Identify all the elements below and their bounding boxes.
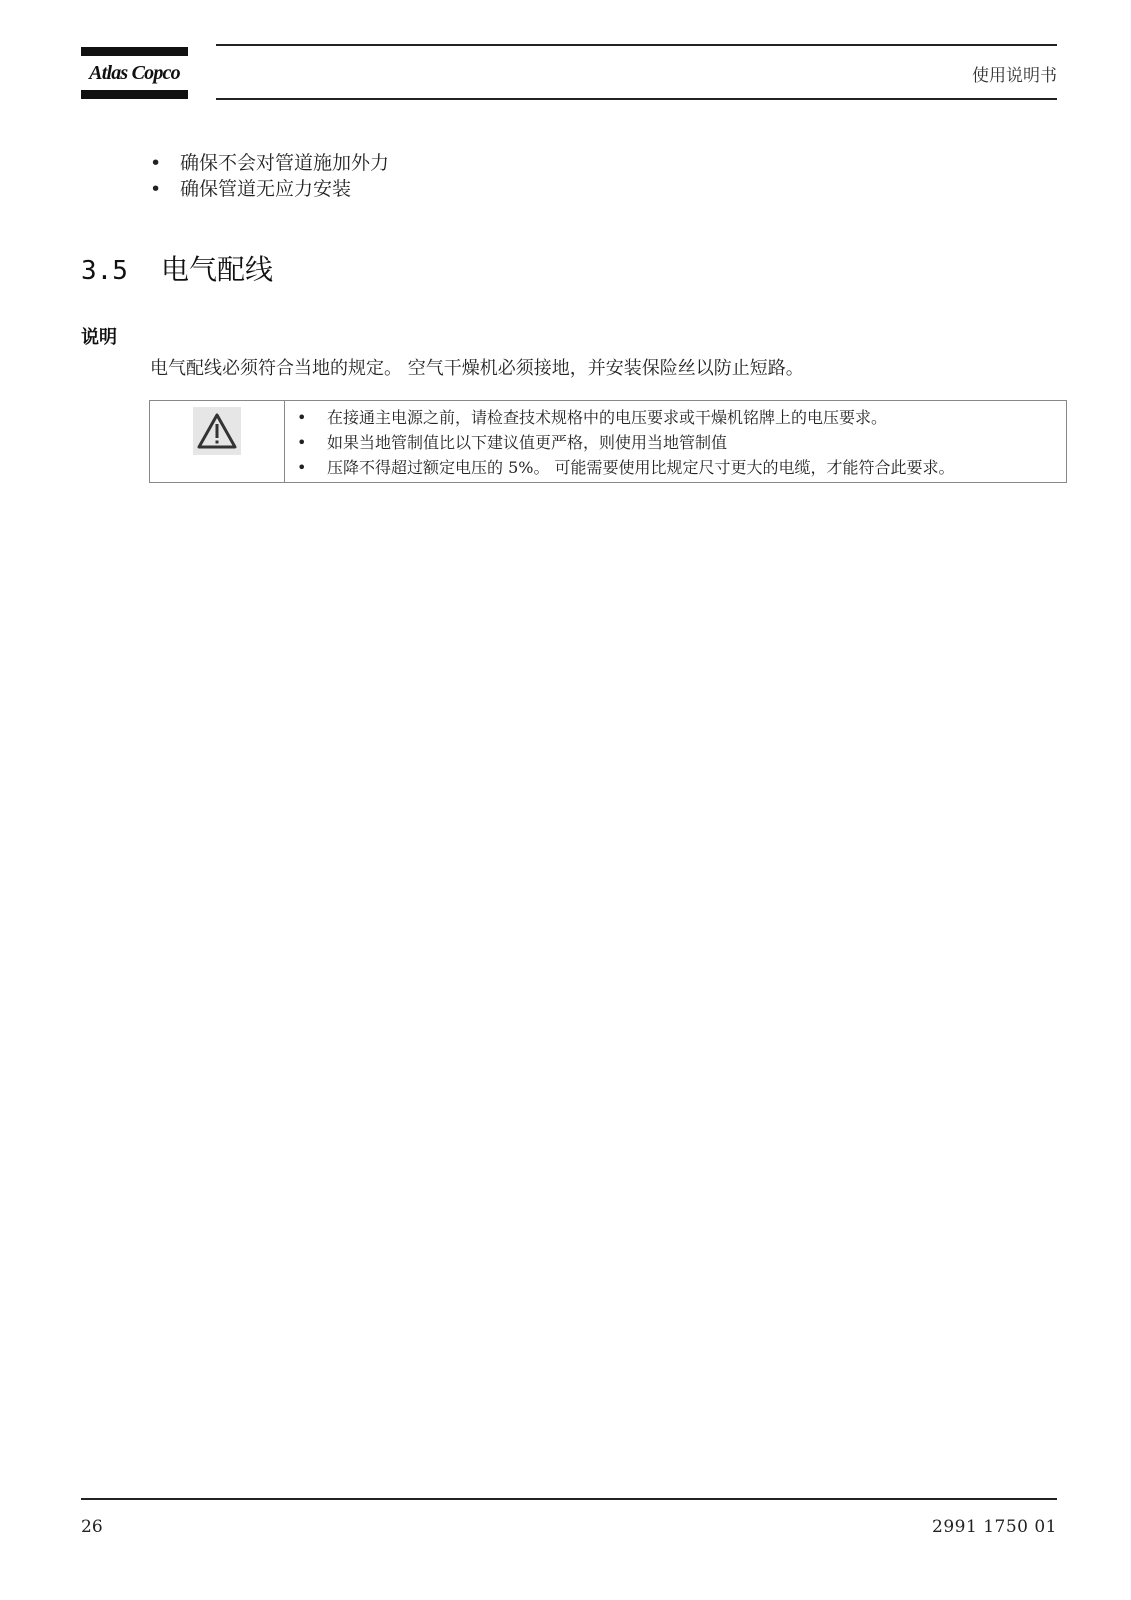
header-rule-bottom [216, 98, 1057, 100]
header-rule-top [216, 44, 1057, 46]
brand-logo [81, 47, 188, 99]
warning-item: • 在接通主电源之前，请检查技术规格中的电压要求或干燥机铭牌上的电压要求。 [297, 405, 955, 430]
section-number: 3.5 [81, 256, 128, 286]
footer-rule [81, 1498, 1057, 1500]
list-item: • 确保不会对管道施加外力 [150, 150, 389, 176]
warning-item: • 如果当地管制值比以下建议值更严格，则使用当地管制值 [297, 430, 955, 455]
warning-list [285, 401, 955, 482]
list-item: • 确保管道无应力安装 [150, 176, 389, 202]
warning-icon-cell [150, 401, 285, 482]
document-number: 2991 1750 01 [932, 1517, 1057, 1537]
requirements-list [150, 150, 389, 202]
logo-bar-bottom [81, 90, 188, 99]
warning-item: • 压降不得超过额定电压的 5%。 可能需要使用比规定尺寸更大的电缆，才能符合此要求。 [297, 455, 955, 480]
page-number: 26 [81, 1517, 103, 1537]
section-heading [81, 248, 273, 288]
section-title: 电气配线 [161, 253, 274, 286]
logo-wordmark: Atlas Copco [89, 62, 180, 84]
warning-triangle-icon [193, 407, 241, 455]
warning-box [149, 400, 1067, 483]
header-title: 使用说明书 [972, 66, 1057, 86]
note-label: 说明 [81, 327, 117, 348]
note-text: 电气配线必须符合当地的规定。 空气干燥机必须接地，并安装保险丝以防止短路。 [150, 358, 804, 379]
logo-bar-top [81, 47, 188, 56]
